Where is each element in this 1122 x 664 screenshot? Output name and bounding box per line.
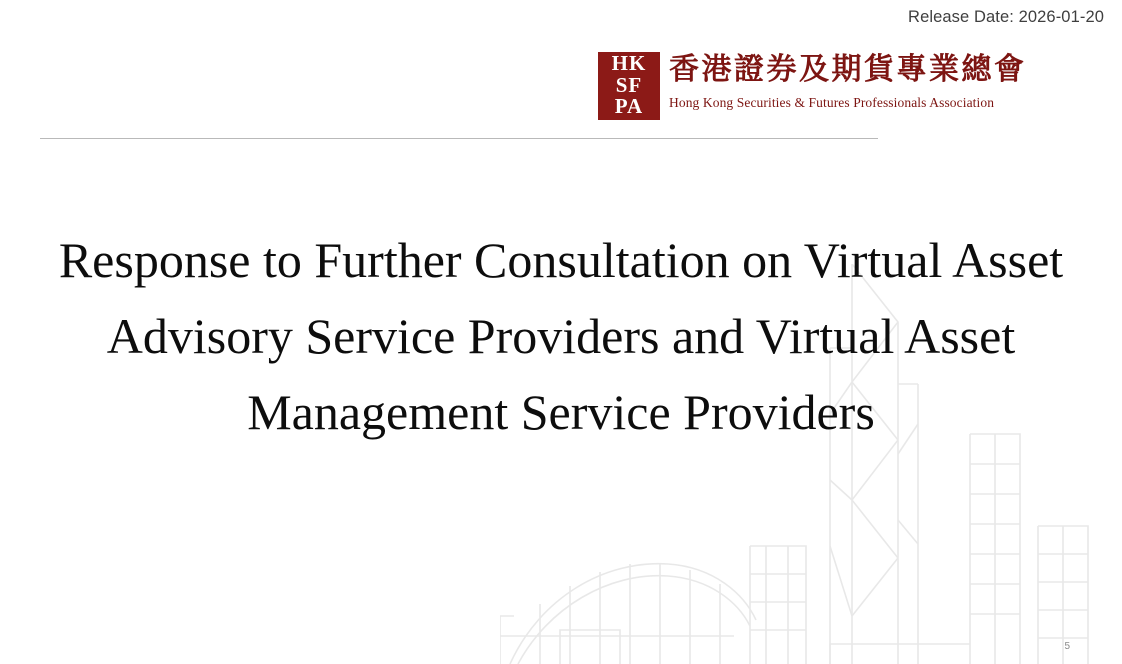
logo-chinese-name: 香港證券及期貨專業總會: [669, 52, 1027, 87]
slide-header: [0, 44, 1122, 144]
page-number: 5: [1064, 641, 1070, 652]
association-logo: [598, 52, 1027, 120]
page-title: Response to Further Consultation on Virtual Asset Advisory Service Providers and Virtual Asset Management Service Providers: [58, 232, 1064, 440]
header-divider: [40, 138, 878, 139]
hksfpa-logo-mark: [598, 52, 660, 120]
logo-english-name: Hong Kong Securities & Futures Professionals Association: [669, 95, 995, 110]
logo-mark-line-3: PA: [614, 94, 644, 118]
logo-text-block: [669, 52, 1027, 111]
release-date-label: Release Date: 2026-01-20: [908, 8, 1104, 26]
logo-mark-line-2: SF: [615, 72, 643, 97]
logo-mark-line-1: HK: [611, 51, 647, 75]
